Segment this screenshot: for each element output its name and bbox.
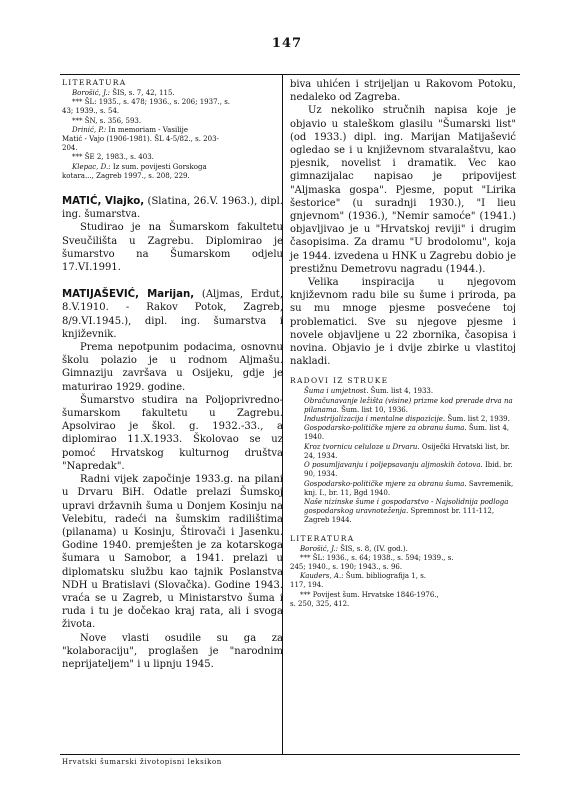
literature-line: 117, 194.: [290, 581, 324, 590]
entry-header-matijasevic: MATIJAŠEVIĆ, Marijan, (Aljmas, Erdut, 8.V.1910. - Rakov Potok, Zagreb, 8/9.VI.1945.), dipl. ing. šumarstva i književnik.: [62, 289, 284, 340]
literature-line: *** ŠL: 1935., s. 478; 1936., s. 206; 1937., s.: [72, 98, 231, 107]
literature-heading: LITERATURA: [62, 78, 127, 87]
works-list: [290, 387, 516, 525]
work-item: Gospodarsko-političke mjere za obranu šuma. Šum. list 4, 1940.: [304, 424, 510, 442]
literature-line: *** Povijest šum. Hrvatske 1846-1976.,: [300, 590, 439, 599]
work-item: Gospodarsko-političke mjere za obranu šuma. Savremenik, knj. I., br. 11, Bgd 1940.: [304, 479, 514, 497]
footer-title: Hrvatski šumarski životopisni leksikon: [62, 758, 222, 766]
entry-header-matic: MATIĆ, Vlajko, (Slatina, 26.V. 1963.), dipl. ing. šumarstva.: [62, 196, 283, 221]
entry-paragraph: Radni vijek započinje 1933.g. na pilani u Drvaru BiH. Odatle prelazi Šumskoj upravi državnih šuma u Donjem Kosinju na Velebitu, radeći na šumskim radilištima (pilanama) u Kosinju, Štirovači i Jasenku. Godine 1940. premješten je za kotarskoga šumara u Samobor, a 1941. prelazi u diplomatsku službu kao tajnik Poslanstva NDH u Bratislavi (Slovačka). Godine 1943. vraća se u Zagreb, u Ministarstvo šuma i ruda i tu je dočekao kraj rata, ali i svoga života.: [62, 474, 283, 631]
right-column: [290, 78, 516, 609]
literature-line: 204.: [62, 144, 78, 153]
left-column: [62, 78, 283, 671]
literature-line: Kauders, A.: Šum. bibliografija 1, s.: [300, 572, 427, 581]
entry-paragraph: Velika inspiracija u njegovom književnom radu bile su šume i priroda, pa su mu mnoge pjesme posvećene toj problematici. Sve su njegove pjesme i novele objavljene u 22 zbornika, časopisa i novina. Objavio je i dvije zbirke u vlastitoj nakladi.: [290, 277, 516, 368]
work-item: Obračunavanje ležišta (visine) prizme kod prerade drva na pilanama. Šum. list 10, 1936.: [304, 396, 513, 414]
literature-line: Drinić, P.: In memoriam - Vasilije: [72, 125, 188, 134]
literature-list: [290, 545, 516, 609]
work-item: Kroz tvornicu celuloze u Drvaru. Osiječki Hrvatski list, br. 24, 1934.: [304, 442, 510, 460]
literature-line: Borošić, J.: ŠIS, s. 8, (IV. god.).: [300, 544, 408, 553]
work-item: Šuma i umjetnost. Šum. list 4, 1933.: [304, 387, 434, 396]
works-heading: RADOVI IZ STRUKE: [290, 376, 389, 386]
work-item: Naše nizinske šume i gospodarstvo - Najsolidnija podloga gospodarskog uravnoteženja. Spremnost br. 111-112, Zagreb 1944.: [304, 497, 509, 525]
page-number: 147: [271, 36, 303, 51]
literature-line: Matić - Vajo (1906-1981). ŠL 4-5/82., s. 203-: [62, 135, 219, 144]
entry-paragraph: Prema nepotpunim podacima, osnovnu školu polazio je u rodnom Aljmašu. Gimnaziju završava u Osijeku, gdje je maturirao 1929. godine.: [62, 342, 283, 393]
work-item: O posumljavanju i poljepsavanju aljmoskih čotova. Ibid. br. 90, 1934.: [304, 461, 513, 479]
literature-line: *** ŠN, s. 356, 593.: [72, 116, 142, 125]
literature-heading: LITERATURA: [290, 533, 355, 543]
literature-line: Klepac, D.: Iz sum. povijesti Gorskoga: [72, 162, 207, 171]
header-rule: [60, 74, 520, 75]
entry-paragraph: Uz nekoliko stručnih napisa koje je objavio u staleškom glasilu "Šumarski list" (od 1933.) dipl. ing. Marijan Matijašević ogledao se i u književnom stvaralaštvu, kao pjesnik, novelist i dramatik. Vec kao gimnazijalac napisao je pripovijest "Aljmaska gospa". Pjesme, poput "Lirika šestorice" (u suradnji 1930.), "I lieu gnjevnom" (1936.), "Nemir samoće" (1941.) objavljivao je u "Hrvatskoj reviji" i drugim časopisima. Za dramu "U brodolomu", koja je 1944. izvedena u HNK u Zagrebu dobio je prestižnu Demetrovu nagradu (1944.).: [290, 105, 516, 275]
entry-paragraph: Nove vlasti osudile su ga za "kolaboraciju", proglašen je "narodnim neprijateljem" i u lipnju 1945.: [62, 632, 283, 670]
literature-line: s. 250, 325, 412.: [290, 599, 350, 608]
literature-list: [62, 89, 283, 181]
literature-line: 245; 1940., s. 190; 1943., s. 96.: [290, 562, 403, 571]
work-item: Industrijalizacija i mentalne dispozicije. Šum. list 2, 1939.: [304, 415, 510, 424]
literature-line: *** ŠL: 1936., s. 64; 1938., s. 594; 1939., s.: [300, 553, 454, 562]
entry-paragraph: biva uhićen i strijeljan u Rakovom Potoku, nedaleko od Zagreba.: [290, 79, 516, 104]
literature-line: 43; 1939., s. 54.: [62, 107, 120, 116]
entry-paragraph: Studirao je na Šumarskom fakultetu Sveučilišta u Zagrebu. Diplomirao je šumarstvo na Šumarskom odjelu 17.VI.1991.: [62, 222, 283, 274]
literature-line: *** ŠE 2, 1983., s. 403.: [72, 153, 154, 162]
entry-paragraph: Šumarstvo studira na Poljoprivredno-šumarskom fakultetu u Zagrebu. Apsolvirao je škol. g. 1932.-33., a diplomirao 11.X.1933. Školovao se uz pomoć Hrvatskog kulturnog društva "Napredak".: [62, 394, 283, 472]
literature-line: kotara..., Zagreb 1997., s. 208, 229.: [62, 171, 190, 180]
footer-rule: [60, 754, 520, 755]
literature-line: Borošić, J.: ŠIS, s. 7, 42, 115.: [72, 89, 175, 97]
